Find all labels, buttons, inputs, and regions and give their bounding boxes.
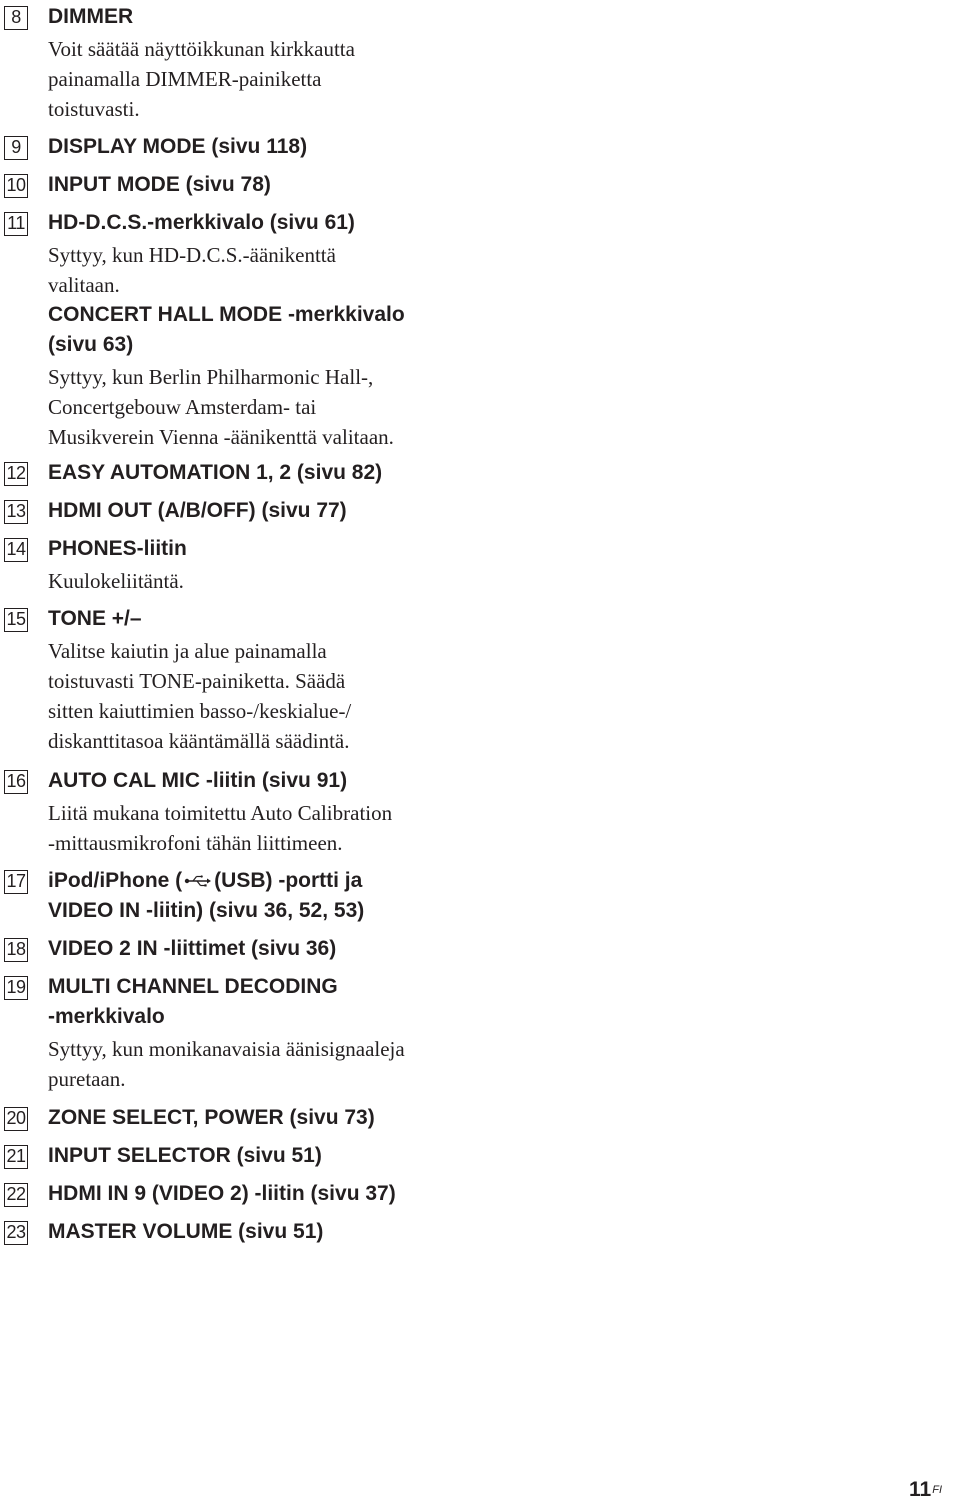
item-17 [0, 866, 760, 926]
item-heading [48, 132, 760, 162]
item-heading [48, 458, 760, 488]
page-number [909, 1478, 942, 1502]
item-heading-line: ZONE SELECT, POWER (sivu 73) [48, 1106, 375, 1129]
item-heading-line: HDMI IN 9 (VIDEO 2) -liitin (sivu 37) [48, 1182, 396, 1205]
description-line: painamalla DIMMER-painiketta [48, 67, 322, 91]
item-description [48, 34, 760, 124]
item-heading [48, 972, 760, 1032]
item-heading-line: -merkkivalo [48, 1005, 165, 1028]
item-18 [0, 934, 760, 964]
description-line: Syttyy, kun monikanavaisia äänisignaaleja [48, 1037, 405, 1061]
item-heading [48, 1103, 760, 1133]
item-heading-line: DISPLAY MODE (sivu 118) [48, 135, 308, 158]
item-number-badge: 23 [4, 1221, 28, 1245]
item-heading [48, 1217, 760, 1247]
item-11 [0, 208, 760, 452]
description-line: toistuvasti. [48, 97, 140, 121]
usb-icon [184, 874, 212, 888]
description-line: puretaan. [48, 1067, 126, 1091]
item-heading [48, 496, 760, 526]
heading-text-after-icon: (USB) -portti ja [214, 869, 363, 892]
description-line: sitten kaiuttimien basso-/keskialue-/ [48, 699, 352, 723]
item-heading [48, 604, 760, 634]
item-number-badge: 20 [4, 1107, 28, 1131]
subheading-line: (sivu 63) [48, 333, 134, 356]
description-line: valitaan. [48, 273, 120, 297]
item-14 [0, 534, 760, 596]
subheading-line: CONCERT HALL MODE -merkkivalo [48, 303, 405, 326]
item-heading [48, 934, 760, 964]
item-heading-line: AUTO CAL MIC -liitin (sivu 91) [48, 769, 348, 792]
item-heading [48, 1179, 760, 1209]
subdescription-line: Musikverein Vienna -äänikenttä valitaan. [48, 425, 394, 449]
item-description [48, 798, 760, 858]
item-heading [48, 170, 760, 200]
item-number-badge: 21 [4, 1145, 28, 1169]
item-19 [0, 972, 760, 1094]
item-heading-line: TONE +/– [48, 607, 142, 630]
item-heading [48, 2, 760, 32]
item-number-badge: 18 [4, 938, 28, 962]
item-9 [0, 132, 760, 162]
item-description [48, 240, 760, 300]
item-heading-line: EASY AUTOMATION 1, 2 (sivu 82) [48, 461, 383, 484]
item-13 [0, 496, 760, 526]
subdescription-line: Concertgebouw Amsterdam- tai [48, 395, 317, 419]
subdescription-line: Syttyy, kun Berlin Philharmonic Hall-, [48, 365, 374, 389]
item-subheading [48, 300, 760, 360]
item-10 [0, 170, 760, 200]
item-22 [0, 1179, 760, 1209]
item-number-badge: 14 [4, 538, 28, 562]
item-20 [0, 1103, 760, 1133]
item-number-badge: 15 [4, 608, 28, 632]
item-heading-line: DIMMER [48, 5, 134, 28]
item-number-badge: 22 [4, 1183, 28, 1207]
item-number-badge: 13 [4, 500, 28, 524]
item-15 [0, 604, 760, 756]
description-line: -mittausmikrofoni tähän liittimeen. [48, 831, 343, 855]
description-line: Voit säätää näyttöikkunan kirkkautta [48, 37, 355, 61]
item-heading-line: MASTER VOLUME (sivu 51) [48, 1220, 324, 1243]
item-23 [0, 1217, 760, 1247]
item-number-badge: 16 [4, 770, 28, 794]
item-21 [0, 1141, 760, 1171]
item-16 [0, 766, 760, 858]
item-heading [48, 866, 760, 926]
description-line: Syttyy, kun HD-D.C.S.-äänikenttä [48, 243, 336, 267]
item-number-badge: 10 [4, 174, 28, 198]
item-heading-line: VIDEO IN -liitin) (sivu 36, 52, 53) [48, 899, 365, 922]
description-line: Valitse kaiutin ja alue painamalla [48, 639, 327, 663]
item-heading-line: HD-D.C.S.-merkkivalo (sivu 61) [48, 211, 355, 234]
item-number-badge: 19 [4, 976, 28, 1000]
item-description [48, 636, 760, 756]
item-heading [48, 208, 760, 238]
heading-text-before-icon: iPod/iPhone ( [48, 869, 183, 892]
description-line: toistuvasti TONE-painiketta. Säädä [48, 669, 346, 693]
item-heading-line [48, 866, 760, 896]
description-line: diskanttitasoa kääntämällä säädintä. [48, 729, 350, 753]
item-number-badge: 9 [4, 136, 28, 160]
item-heading-line: MULTI CHANNEL DECODING [48, 975, 338, 998]
description-line: Liitä mukana toimitettu Auto Calibration [48, 801, 393, 825]
page-language-code: FI [932, 1484, 942, 1496]
item-heading [48, 1141, 760, 1171]
page-number-value: 11 [909, 1478, 932, 1501]
item-heading [48, 534, 760, 564]
item-description [48, 1034, 760, 1094]
item-number-badge: 8 [4, 6, 28, 30]
item-heading-line: PHONES-liitin [48, 537, 187, 560]
item-12 [0, 458, 760, 488]
description-line: Kuulokeliitäntä. [48, 569, 184, 593]
item-number-badge: 12 [4, 462, 28, 486]
item-number-badge: 17 [4, 870, 28, 894]
item-heading-line: VIDEO 2 IN -liittimet (sivu 36) [48, 937, 337, 960]
item-description [48, 566, 760, 596]
item-heading-line: INPUT SELECTOR (sivu 51) [48, 1144, 322, 1167]
item-subdescription [48, 362, 760, 452]
item-heading [48, 766, 760, 796]
item-number-badge: 11 [4, 212, 28, 236]
item-heading-line: HDMI OUT (A/B/OFF) (sivu 77) [48, 499, 347, 522]
item-8 [0, 2, 760, 124]
item-heading-line: INPUT MODE (sivu 78) [48, 173, 271, 196]
